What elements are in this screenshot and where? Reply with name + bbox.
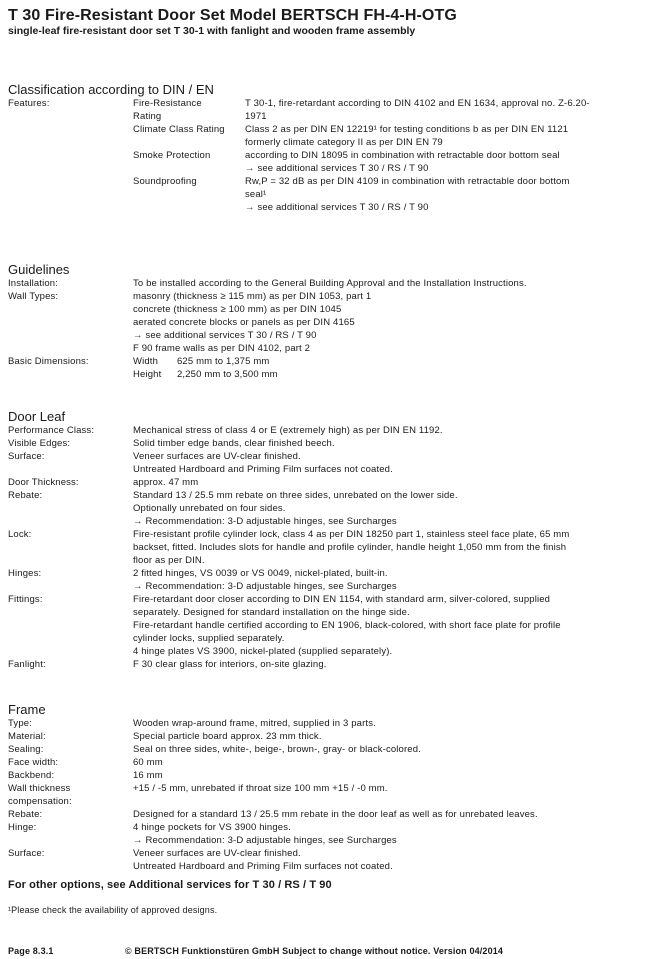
spec-line: 16 mm: [133, 770, 163, 781]
spec-line: Visible Edges:: [8, 438, 71, 449]
spec-line: Class 2 as per DIN EN 12219¹ for testing conditions b as per DIN EN 1121: [245, 124, 569, 135]
spec-line: Fire-retardant door closer according to DIN EN 1154, with standard arm, silver-colored, supplied: [133, 594, 551, 605]
spec-row: [8, 808, 642, 821]
spec-line: masonry (thickness ≥ 115 mm) as per DIN 1053, part 1: [133, 291, 372, 302]
spec-row: [8, 437, 642, 450]
spec-line: Fire-resistant profile cylinder lock, class 4 as per DIN 18250 part 1, stainless steel face plate, 65 mm: [133, 529, 570, 540]
spec-label: [8, 769, 133, 782]
spec-line: → see additional services T 30 / RS / T 90: [245, 202, 429, 213]
spec-label: [8, 567, 133, 580]
spec-value: [133, 847, 642, 873]
spec-row: [8, 450, 642, 476]
spec-value: [133, 730, 642, 743]
spec-row: [8, 821, 642, 847]
dim-name: Width: [133, 356, 159, 367]
section-heading: Door Leaf: [8, 409, 66, 424]
spec-sublabel: [133, 97, 245, 123]
spec-label: [8, 730, 133, 743]
spec-line: Features:: [8, 98, 50, 109]
spec-value: [245, 97, 642, 123]
spec-line: Sealing:: [8, 744, 44, 755]
dimension-line: [133, 368, 642, 381]
spec-label: [8, 424, 133, 437]
spec-line: Fire-Resistance: [133, 98, 202, 109]
spec-label: [8, 528, 133, 541]
spec-row: [8, 528, 642, 567]
spec-line: To be installed according to the General Building Approval and the Installation Instructions.: [133, 278, 527, 289]
spec-row: [8, 658, 642, 671]
spec-label: [8, 756, 133, 769]
spec-line: → Recommendation: 3-D adjustable hinges, see Surcharges: [133, 835, 397, 846]
section: [8, 703, 642, 873]
page-subtitle: single-leaf fire-resistant door set T 30-1 with fanlight and wooden frame assembly: [8, 25, 416, 37]
spec-value: [133, 756, 642, 769]
spec-row: [8, 847, 642, 873]
spec-line: compensation:: [8, 796, 72, 807]
spec-value: [133, 489, 642, 528]
spec-value: [133, 743, 642, 756]
spec-line: Rw,P = 32 dB as per DIN 4109 in combination with retractable door bottom: [245, 176, 570, 187]
spec-line: Rebate:: [8, 490, 43, 501]
spec-value: [245, 175, 642, 214]
spec-line: 2 fitted hinges, VS 0039 or VS 0049, nickel-plated, built-in.: [133, 568, 388, 579]
spec-value: [133, 290, 642, 355]
spec-line: Fire-retardant handle certified according to EN 1906, black-colored, with short face plate for profile: [133, 620, 561, 631]
spec-label: [8, 717, 133, 730]
spec-sublabel: [133, 149, 245, 162]
section-heading: Frame: [8, 702, 46, 717]
options-note: For other options, see Additional services for T 30 / RS / T 90: [8, 879, 332, 891]
spec-line: Standard 13 / 25.5 mm rebate on three sides, unrebated on the lower side.: [133, 490, 458, 501]
spec-label: [8, 476, 133, 489]
spec-line: Untreated Hardboard and Priming Film surfaces not coated.: [133, 861, 393, 872]
spec-line: Wooden wrap-around frame, mitred, supplied in 3 parts.: [133, 718, 376, 729]
spec-line: Smoke Protection: [133, 150, 211, 161]
spec-line: Designed for a standard 13 / 25.5 mm rebate in the door leaf as well as for unrebated leaves.: [133, 809, 538, 820]
spec-line: 60 mm: [133, 757, 163, 768]
spec-label: [8, 277, 133, 290]
spec-value: [133, 355, 642, 381]
spec-row: [8, 175, 642, 214]
spec-line: Material:: [8, 731, 46, 742]
spec-row: [8, 769, 642, 782]
spec-label: [8, 437, 133, 450]
spec-line: Door Thickness:: [8, 477, 79, 488]
spec-line: seal¹: [245, 189, 267, 200]
spec-value: [133, 821, 642, 847]
spec-line: according to DIN 18095 in combination with retractable door bottom seal: [245, 150, 560, 161]
spec-line: Hinge:: [8, 822, 37, 833]
spec-line: Climate Class Rating: [133, 124, 225, 135]
spec-row: [8, 277, 642, 290]
spec-row: [8, 355, 642, 381]
spec-line: → see additional services T 30 / RS / T 90: [245, 163, 429, 174]
spec-value: [133, 769, 642, 782]
spec-line: +15 / -5 mm, unrebated if throat size 100 mm +15 / -0 mm.: [133, 783, 388, 794]
spec-line: separately. Designed for standard installation on the hinge side.: [133, 607, 410, 618]
spec-line: Veneer surfaces are UV-clear finished.: [133, 451, 301, 462]
spec-value: [245, 123, 642, 149]
spec-row: [8, 290, 642, 355]
spec-line: Surface:: [8, 451, 45, 462]
spec-line: F 30 clear glass for interiors, on-site glazing.: [133, 659, 327, 670]
section: [8, 263, 642, 381]
spec-line: backset, fitted. Includes slots for handle and profile cylinder, handle height 1,050 mm from the finish: [133, 542, 567, 553]
section-heading: Guidelines: [8, 262, 70, 277]
spec-row: [8, 149, 642, 175]
spec-row: [8, 123, 642, 149]
spec-line: formerly climate category II as per DIN EN 79: [245, 137, 443, 148]
spec-label: [8, 658, 133, 671]
spec-line: Lock:: [8, 529, 32, 540]
spec-line: Veneer surfaces are UV-clear finished.: [133, 848, 301, 859]
spec-value: [133, 424, 642, 437]
footnote: ¹Please check the availability of approved designs.: [8, 905, 218, 915]
spec-row: [8, 567, 642, 593]
spec-line: F 90 frame walls as per DIN 4102, part 2: [133, 343, 311, 354]
spec-label: [8, 808, 133, 821]
spec-row: [8, 489, 642, 528]
spec-value: [133, 782, 642, 795]
spec-row: [8, 476, 642, 489]
spec-line: floor as per DIN.: [133, 555, 205, 566]
page-title: T 30 Fire-Resistant Door Set Model BERTSCH FH-4-H-OTG: [8, 7, 457, 24]
spec-line: Backbend:: [8, 770, 55, 781]
spec-value: [133, 808, 642, 821]
dim-value: 2,250 mm to 3,500 mm: [177, 369, 278, 380]
spec-line: approx. 47 mm: [133, 477, 199, 488]
spec-value: [133, 658, 642, 671]
spec-line: → see additional services T 30 / RS / T 90: [133, 330, 317, 341]
spec-value: [133, 528, 642, 567]
spec-line: Untreated Hardboard and Priming Film surfaces not coated.: [133, 464, 393, 475]
spec-sublabel: [133, 175, 245, 188]
spec-row: [8, 593, 642, 658]
spec-line: Rebate:: [8, 809, 43, 820]
spec-value: [133, 593, 642, 658]
spec-line: Fittings:: [8, 594, 43, 605]
spec-value: [133, 567, 642, 593]
spec-line: cylinder locks, supplied separately.: [133, 633, 285, 644]
spec-line: Solid timber edge bands, clear finished beech.: [133, 438, 335, 449]
spec-value: [133, 277, 642, 290]
spec-line: Face width:: [8, 757, 59, 768]
spec-line: Basic Dimensions:: [8, 356, 89, 367]
spec-line: Rating: [133, 111, 162, 122]
spec-row: [8, 756, 642, 769]
spec-line: 4 hinge plates VS 3900, nickel-plated (supplied separately).: [133, 646, 393, 657]
spec-line: Soundproofing: [133, 176, 197, 187]
section: [8, 83, 642, 214]
spec-line: Special particle board approx. 23 mm thick.: [133, 731, 322, 742]
spec-line: T 30-1, fire-retardant according to DIN 4102 and EN 1634, approval no. Z-6.20-: [245, 98, 590, 109]
spec-row: [8, 743, 642, 756]
section: [8, 410, 642, 671]
spec-label: [8, 847, 133, 860]
spec-row: [8, 782, 642, 808]
spec-value: [133, 476, 642, 489]
section-heading: Classification according to DIN / EN: [8, 82, 214, 97]
sections: [8, 83, 642, 873]
spec-line: Fanlight:: [8, 659, 46, 670]
spec-sublabel: [133, 123, 245, 136]
spec-row: [8, 717, 642, 730]
spec-label: [8, 355, 133, 368]
spec-label: [8, 290, 133, 303]
dimension-line: [133, 355, 642, 368]
dim-name: Height: [133, 369, 162, 380]
spec-line: Optionally unrebated on four sides.: [133, 503, 286, 514]
spec-label: [8, 782, 133, 808]
spec-line: Surface:: [8, 848, 45, 859]
spec-line: → Recommendation: 3-D adjustable hinges, see Surcharges: [133, 581, 397, 592]
spec-row: [8, 730, 642, 743]
spec-line: → Recommendation: 3-D adjustable hinges, see Surcharges: [133, 516, 397, 527]
spec-value: [245, 149, 642, 175]
spec-line: Hinges:: [8, 568, 42, 579]
spec-line: aerated concrete blocks or panels as per DIN 4165: [133, 317, 355, 328]
spec-label: [8, 489, 133, 502]
spec-line: Installation:: [8, 278, 59, 289]
spec-line: Performance Class:: [8, 425, 95, 436]
dim-value: 625 mm to 1,375 mm: [177, 356, 270, 367]
spec-value: [133, 437, 642, 450]
spec-line: Seal on three sides, white-, beige-, brown-, gray- or black-colored.: [133, 744, 421, 755]
spec-label: [8, 97, 133, 110]
spec-line: Wall Types:: [8, 291, 59, 302]
spec-value: [133, 717, 642, 730]
spec-line: Type:: [8, 718, 32, 729]
spec-value: [133, 450, 642, 476]
spec-row: [8, 97, 642, 123]
spec-line: Mechanical stress of class 4 or E (extremely high) as per DIN EN 1192.: [133, 425, 443, 436]
spec-label: [8, 450, 133, 463]
footer-copyright: © BERTSCH Funktionstüren GmbH Subject to change without notice. Version 04/2014: [125, 946, 504, 956]
spec-line: 4 hinge pockets for VS 3900 hinges.: [133, 822, 291, 833]
spec-row: [8, 424, 642, 437]
spec-line: 1971: [245, 111, 267, 122]
spec-label: [8, 821, 133, 834]
spec-label: [8, 743, 133, 756]
spec-line: concrete (thickness ≥ 100 mm) as per DIN 1045: [133, 304, 342, 315]
footer-page-number: Page 8.3.1: [8, 946, 54, 956]
spec-line: Wall thickness: [8, 783, 71, 794]
footer: [8, 946, 642, 957]
spec-label: [8, 593, 133, 606]
